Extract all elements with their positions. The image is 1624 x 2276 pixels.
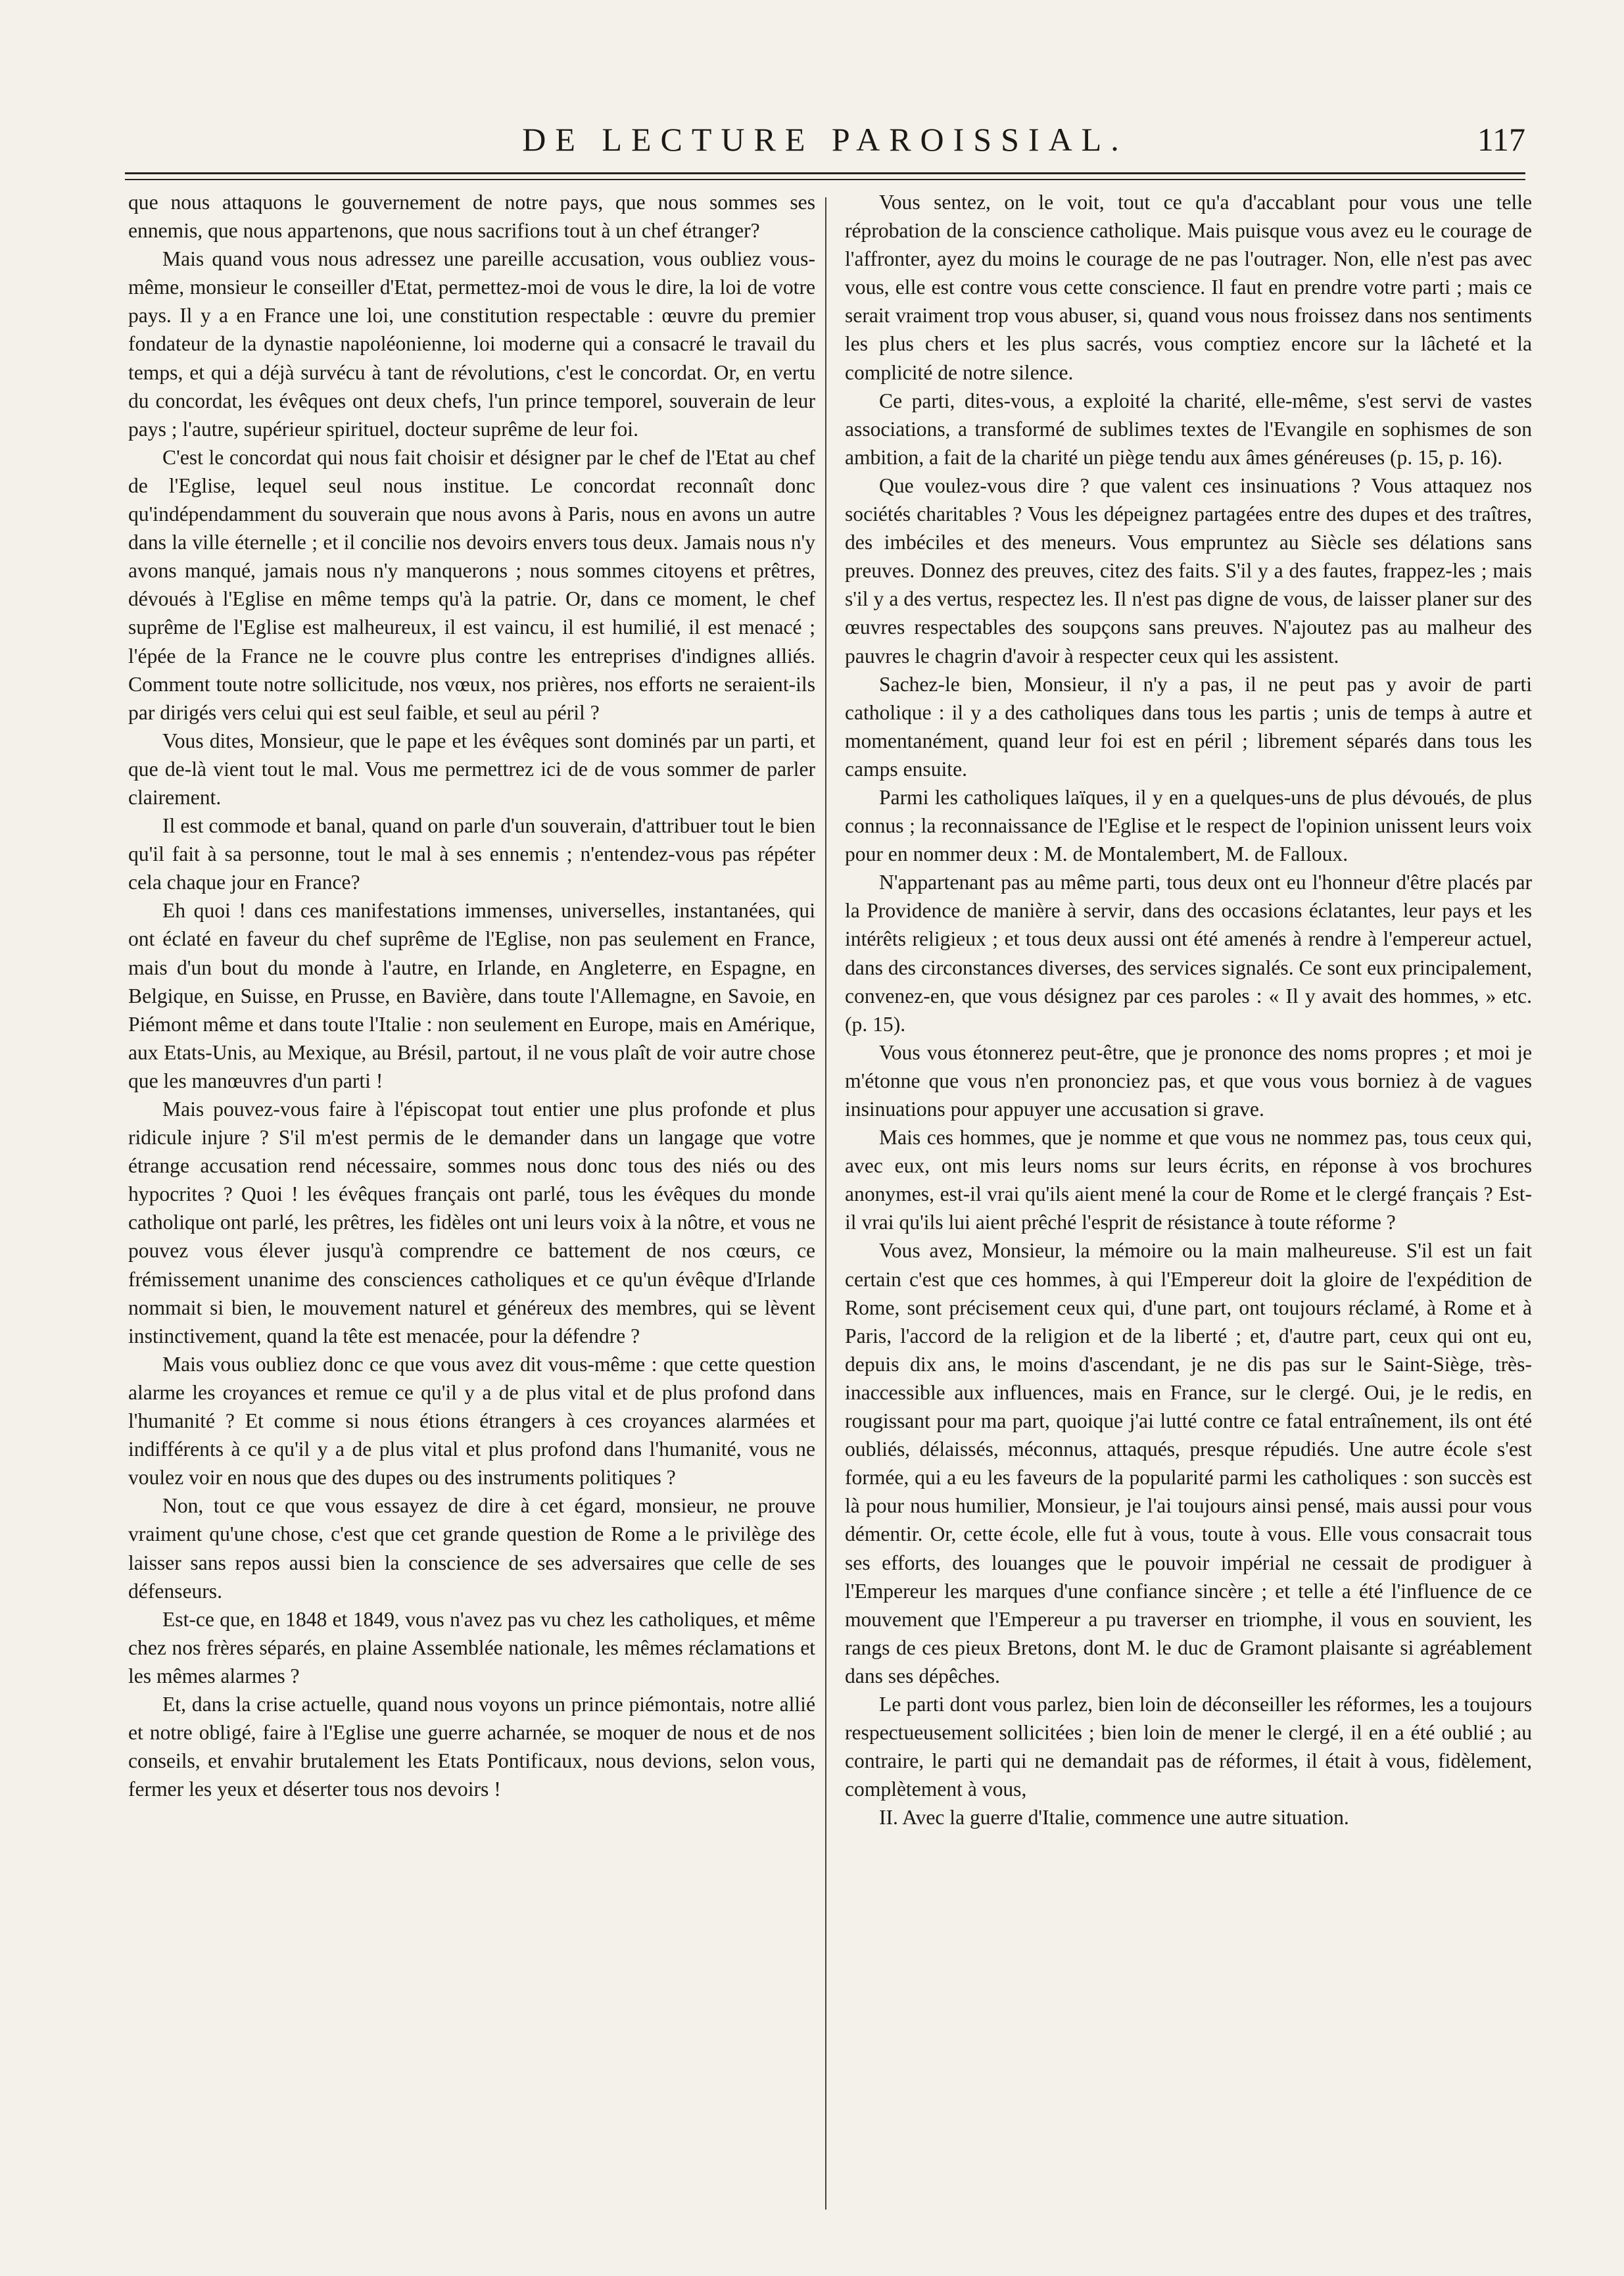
paragraph: Vous dites, Monsieur, que le pape et les évêques sont dominés par un parti, et que de-là vient tout le mal. Vous me permettrez ici de de vous sommer de parler clairement. bbox=[128, 729, 815, 809]
paragraph: Mais vous oubliez donc ce que vous avez dit vous-même : que cette question alarme les croyances et remue ce qu'il y a de plus vital et de plus profond dans l'humanité ? Et comme si nous étions étrangers à ces croyances alarmées et indifférents à ce qu'il y a de plus vital et plus profond dans l'humanité, vous ne voulez voir en nous que des dupes ou des instruments politiques ? bbox=[128, 1352, 815, 1489]
paragraph: Mais quand vous nous adressez une pareille accusation, vous oubliez vous-même, monsieur le conseiller d'Etat, permettez-moi de vous le dire, la loi de votre pays. Il y a en France une loi, une constitution respectable : œuvre du premier fondateur de la dynastie napoléonienne, loi moderne qui a consacré le travail du temps, et qui a déjà survécu à tant de révolutions, c'est le concordat. Or, en vertu du concordat, les évêques ont deux chefs, l'un prince temporel, souverain de leur pays ; l'autre, supérieur spirituel, docteur suprême de leur foi. bbox=[128, 247, 815, 441]
running-title: DE LECTURE PAROISSIAL. bbox=[522, 121, 1128, 158]
paragraph: Mais ces hommes, que je nomme et que vous ne nommez pas, tous ceux qui, avec eux, ont mis leurs noms sur leurs écrits, en réponse à vos brochures anonymes, est-il vrai qu'ils aient mené la cour de Rome et le clergé français ? Est-il vrai qu'ils lui aient prêché l'esprit de résistance à toute réforme ? bbox=[845, 1126, 1532, 1234]
paragraph: Que voulez-vous dire ? que valent ces insinuations ? Vous attaquez nos sociétés charitables ? Vous les dépeignez partagées entre des dupes et des traîtres, des imbéciles et des meneurs. Vous empruntez au Siècle ses délations sans preuves. Donnez des preuves, citez des faits. S'il y a des fautes, frappez-les ; mais s'il y a des vertus, respectez les. Il n'est pas digne de vous, de laisser planer sur des œuvres respectables des soupçons sans preuves. N'ajoutez pas au malheur des pauvres le chagrin d'avoir à respecter ceux qui les assistent. bbox=[845, 473, 1532, 667]
paragraph: Il est commode et banal, quand on parle d'un souverain, d'attribuer tout le bien qu'il fait à sa personne, tout le mal à ses ennemis ; n'entendez-vous pas répéter cela chaque jour en France? bbox=[128, 814, 815, 894]
paragraph: II. Avec la guerre d'Italie, commence une autre situation. bbox=[879, 1806, 1349, 1829]
paragraph: Vous avez, Monsieur, la mémoire ou la main malheureuse. S'il est un fait certain c'est que ces hommes, à qui l'Empereur doit la gloire de l'expédition de Rome, sont précisement ceux qui, d'une part, ont toujours réclamé, à Rome et à Paris, l'accord de la religion et de la liberté ; et, d'autre part, ceux qui ont eu, depuis dix ans, le moins d'ascendant, je ne dis pas sur le Saint-Siège, très-inaccessible aux influences, mais en France, sur le clergé. Oui, je le redis, en rougissant pour ma part, quoique j'ai lutté contre ce fatal entraînement, ils ont été oubliés, délaissés, méconnus, attaqués, presque répudiés. Une autre école s'est formée, qui a eu les faveurs de la popularité parmi les catholiques : son succès est là pour nous humilier, Monsieur, je l'ai toujours ainsi pensé, mais aussi pour vous démentir. Or, cette école, elle fut à vous, toute à vous. Elle vous consacrait tous ses efforts, des louanges que le pouvoir impérial ne cessait de prodiguer à l'Empereur les marques d'une confiance sincère ; et telle a été l'influence de ce mouvement que l'Empereur a pu traverser en triomphe, il vous en souvient, les rangs de ces pieux Bretons, dont M. le duc de Gramont plaisante si agréablement dans ses dépêches. bbox=[845, 1239, 1532, 1687]
header-rule-thin bbox=[125, 179, 1525, 180]
page-header bbox=[125, 115, 1525, 168]
left-column bbox=[128, 188, 815, 1803]
column-divider bbox=[825, 197, 826, 2210]
paragraph: Vous sentez, on le voit, tout ce qu'a d'accablant pour vous une telle réprobation de la conscience catholique. Mais puisque vous avez eu le courage de l'affronter, ayez du moins le courage de ne pas l'outrager. Non, elle n'est pas avec vous, elle est contre vous cette conscience. Il faut en prendre votre parti ; mais ce serait vraiment trop vous abuser, si, quand vous nous froissez dans nos sentiments les plus chers et les plus sacrés, vous comptiez encore sur la lâcheté et la complicité de notre silence. bbox=[845, 191, 1532, 384]
paragraph: Mais pouvez-vous faire à l'épiscopat tout entier une plus profonde et plus ridicule injure ? S'il m'est permis de le demander dans un langage que votre étrange accusation rend nécessaire, sommes nous donc tous des niés ou des hypocrites ? Quoi ! les évêques français ont parlé, tous les évêques du monde catholique ont parlé, les prêtres, les fidèles ont uni leurs voix à la nôtre, et vous ne pouvez vous élever jusqu'à comprendre ce battement de nos cœurs, ce frémissement unanime des consciences catholiques et ce qu'un évêque d'Irlande nommait si bien, le mouvement naturel et généreux des membres, qui se lèvent instinctivement, quand la tête est menacée, pour la défendre ? bbox=[128, 1098, 815, 1347]
header-rule bbox=[125, 172, 1525, 174]
paragraph: Non, tout ce que vous essayez de dire à cet égard, monsieur, ne prouve vraiment qu'une chose, c'est que cet grande question de Rome a le privilège des laisser sans repos aussi bien la conscience de ses adversaires que celle de ses défenseurs. bbox=[128, 1494, 815, 1603]
page-number: 117 bbox=[1477, 121, 1525, 158]
paragraph: Vous vous étonnerez peut-être, que je prononce des noms propres ; et moi je m'étonne que vous n'en prononciez pas, et que vous vous borniez à de vagues insinuations pour appuyer une accusation si grave. bbox=[845, 1040, 1532, 1121]
paragraph: que nous attaquons le gouvernement de notre pays, que nous sommes ses ennemis, que nous appartenons, que nous sacrifions tout à un chef étranger? bbox=[128, 191, 815, 243]
paragraph: N'appartenant pas au même parti, tous deux ont eu l'honneur d'être placés par la Providence de manière à servir, dans des occasions éclatantes, leur pays et les intérêts religieux ; et tous deux aussi ont été amenés à rendre à l'empereur actuel, dans des circonstances diverses, des services signalés. Ce sont eux principalement, convenez-en, que vous désignez par ces paroles : « Il y avait des hommes, » etc. (p. 15). bbox=[845, 871, 1532, 1036]
paragraph: C'est le concordat qui nous fait choisir et désigner par le chef de l'Etat au chef de l'Eglise, lequel seul nous institue. Le concordat reconnaît donc qu'indépendamment du souverain que nous avons à Paris, nous en avons un autre dans la ville éternelle ; et il concilie nos devoirs envers tous deux. Jamais nous n'y avons manqué, jamais nous n'y manquerons ; nous sommes citoyens et prêtres, dévoués à l'Eglise en même temps qu'à la patrie. Or, dans ce moment, le chef suprême de l'Eglise est malheureux, il est vaincu, il est humilié, il est menacé ; l'épée de la France ne le couvre plus contre les entreprises d'indignes alliés. Comment toute notre sollicitude, nos vœux, nos prières, nos efforts ne seraient-ils par dirigés vers celui qui est seul faible, et seul au péril ? bbox=[128, 445, 815, 724]
paragraph: Et, dans la crise actuelle, quand nous voyons un prince piémontais, notre allié et notre obligé, faire à l'Eglise une guerre acharnée, se moquer de nous et de nos conseils, et envahir brutalement les Etats Pontificaux, nous devions, selon vous, fermer les yeux et déserter tous nos devoirs ! bbox=[128, 1692, 815, 1801]
right-column bbox=[845, 188, 1532, 1831]
paragraph: Parmi les catholiques laïques, il y en a quelques-uns de plus dévoués, de plus connus ; la reconnaissance de l'Eglise et le respect de l'opinion unissent leurs voix pour en nommer deux : M. de Montalembert, M. de Falloux. bbox=[845, 785, 1532, 866]
paragraph: Eh quoi ! dans ces manifestations immenses, universelles, instantanées, qui ont éclaté en faveur du chef suprême de l'Eglise, non pas seulement en France, mais d'un bout du monde à l'autre, en Irlande, en Angleterre, en Espagne, en Belgique, en Suisse, en Prusse, en Bavière, dans toute l'Allemagne, en Savoie, en Piémont même et dans toute l'Italie : non seulement en Europe, mais en Amérique, aux Etats-Unis, au Mexique, au Brésil, partout, il ne vous plaît de voir autre chose que les manœuvres d'un parti ! bbox=[128, 899, 815, 1092]
paragraph: Sachez-le bien, Monsieur, il n'y a pas, il ne peut pas y avoir de parti catholique : il y a des catholiques dans tous les partis ; unis de temps à autre et momentanément, quand leur foi est en péril ; librement séparés dans tous les camps ensuite. bbox=[845, 672, 1532, 781]
paragraph: Ce parti, dites-vous, a exploité la charité, elle-même, s'est servi de vastes associations, a transformé de sublimes textes de l'Evangile en sophismes de son ambition, a fait de la charité un piège tendu aux âmes généreuses (p. 15, p. 16). bbox=[845, 389, 1532, 469]
paragraph: Est-ce que, en 1848 et 1849, vous n'avez pas vu chez les catholiques, et même chez nos frères séparés, en plaine Assemblée nationale, les mêmes réclamations et les mêmes alarmes ? bbox=[128, 1607, 815, 1687]
paragraph: Le parti dont vous parlez, bien loin de déconseiller les réformes, les a toujours respectueusement sollicitées ; bien loin de mener le clergé, il en a été oublié ; au contraire, le parti qui ne demandait pas de réformes, il était à vous, fidèlement, complètement à vous, bbox=[845, 1692, 1532, 1801]
